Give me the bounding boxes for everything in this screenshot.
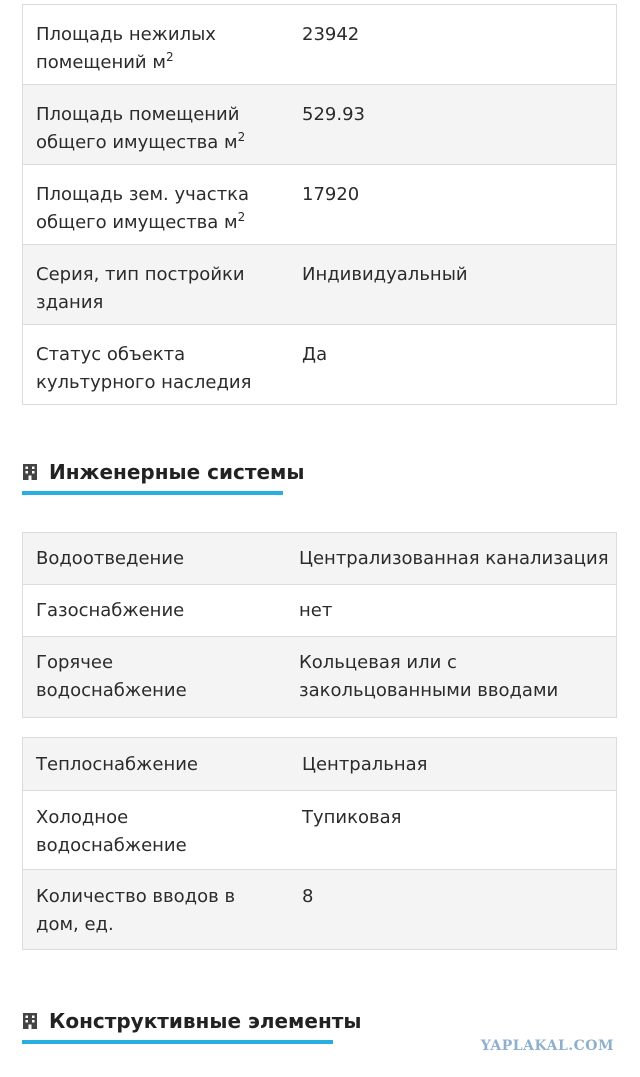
row-value: Да <box>302 344 328 365</box>
engineering-table-1 <box>22 532 617 718</box>
row-value: Центральная <box>302 754 428 775</box>
row-label: Водоотведение <box>36 548 185 569</box>
row-label: Статус объекта культурного наследия <box>36 344 252 393</box>
table-row <box>23 165 616 245</box>
row-label: Площадь помещений общего имущества $м^2$ <box>36 104 246 153</box>
table-row <box>23 585 616 637</box>
table-row <box>23 870 616 949</box>
section-underline <box>22 491 283 495</box>
row-label: Количество вводов в дом, ед. <box>36 886 236 935</box>
table-row <box>23 245 616 325</box>
row-label: Горячее водоснабжение <box>36 652 187 701</box>
watermark: YAPLAKAL.COM <box>480 1038 614 1054</box>
section-title: Инженерные системы <box>49 460 305 484</box>
section-underline <box>22 1040 333 1044</box>
row-value: Тупиковая <box>302 807 402 828</box>
table-row <box>23 533 616 585</box>
row-value: нет <box>299 600 333 621</box>
row-value: Кольцевая или с закольцованными вводами <box>299 652 559 701</box>
row-label: Площадь зем. участка общего имущества $м^2$ <box>36 184 250 233</box>
row-label: Газоснабжение <box>36 600 185 621</box>
section-title: Конструктивные элементы <box>49 1009 362 1033</box>
row-label: Теплоснабжение <box>36 754 198 775</box>
row-value: Централизованная канализация <box>299 548 609 569</box>
engineering-section-header <box>22 457 304 487</box>
row-label: Серия, тип постройки здания <box>36 264 245 313</box>
table-row <box>23 85 616 165</box>
table-row <box>23 5 616 85</box>
row-value: Индивидуальный <box>302 264 468 285</box>
row-value: 17920 <box>302 184 360 205</box>
table-row <box>23 738 616 791</box>
row-value: 529.93 <box>302 104 365 125</box>
general-params-table <box>22 4 617 405</box>
building-icon <box>22 463 38 481</box>
structural-section-header <box>22 1006 361 1036</box>
row-value: 23942 <box>302 24 360 45</box>
row-label: Площадь нежилых помещений $м^2$ <box>36 24 216 73</box>
table-row <box>23 325 616 404</box>
table-row <box>23 791 616 870</box>
row-label: Холодное водоснабжение <box>36 807 187 856</box>
row-value: 8 <box>302 886 314 907</box>
engineering-table-2 <box>22 737 617 950</box>
building-icon <box>22 1012 38 1030</box>
table-row <box>23 637 616 717</box>
